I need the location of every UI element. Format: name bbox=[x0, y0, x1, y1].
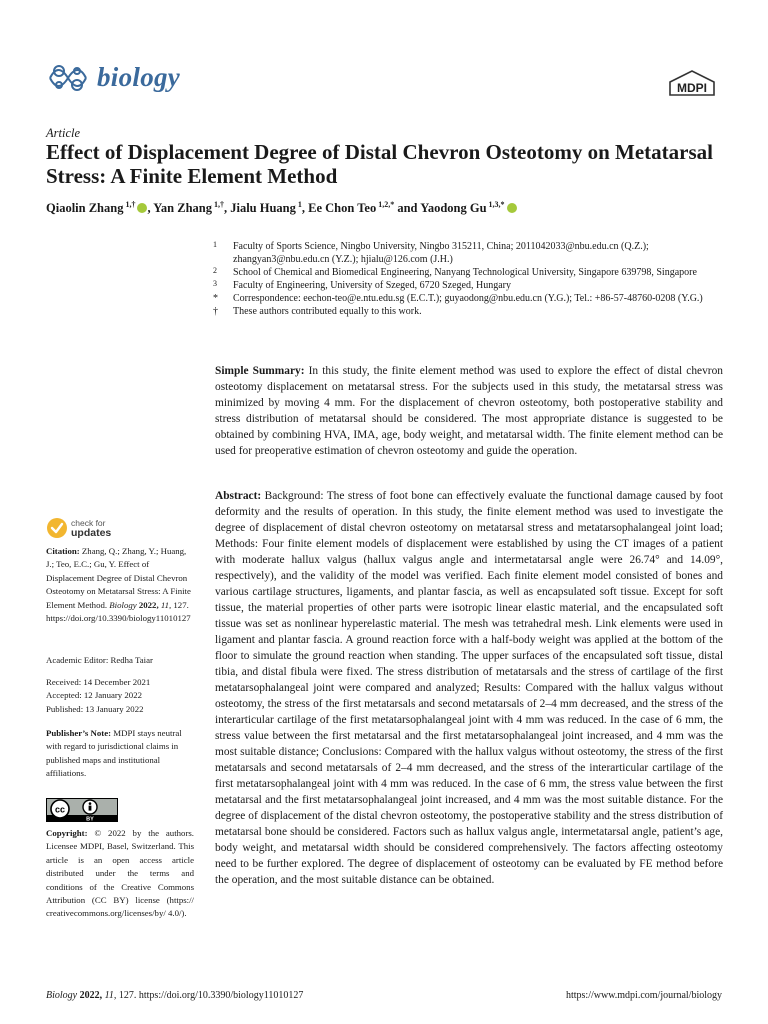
copyright-block bbox=[46, 827, 194, 921]
mdpi-logo-text: MDPI bbox=[677, 81, 707, 95]
affiliation-item bbox=[213, 305, 733, 318]
citation-volume: 11, bbox=[160, 599, 172, 610]
publisher-note-text: MDPI stays neutral with regard to jurisdictional claims in published maps and institutional affiliations. bbox=[46, 728, 182, 779]
publisher-note-label: Publisher’s Note: bbox=[46, 728, 112, 738]
simple-summary bbox=[215, 363, 723, 459]
affiliation-item bbox=[213, 240, 733, 266]
published-date: Published: 13 January 2022 bbox=[46, 703, 144, 714]
author-affiliation-mark: 1 bbox=[297, 200, 302, 209]
author-affiliation-mark: 1,† bbox=[125, 200, 136, 209]
affiliation-text: School of Chemical and Biomedical Engineering, Nanyang Technological University, Singapore 639798, Singapore bbox=[233, 267, 697, 278]
citation-label: Citation: bbox=[46, 546, 80, 556]
check-updates-icon[interactable] bbox=[46, 517, 68, 539]
journal-name: biology bbox=[97, 62, 181, 92]
author-list: Qiaolin Zhang $^{1,\dagger}$ , Yan Zhang $^{1,\dagger}$, Jialu Huang $^1$, Ee Chon Teo $^{1,2,*}$ and Yaodong Gu $^{1,3,*}$ bbox=[46, 200, 726, 216]
author-name: Yan Zhang bbox=[153, 201, 212, 216]
footer-journal: Biology bbox=[46, 990, 78, 1001]
affiliation-mark: 1 bbox=[213, 240, 217, 249]
affiliation-mark: * bbox=[213, 293, 218, 304]
author-name: Ee Chon Teo bbox=[308, 201, 377, 216]
affiliation-text: Faculty of Sports Science, Ningbo University, Ningbo 315211, China; 2011042033@nbu.edu.cn (Q.Z.); zhangyan3@nbu.edu.cn (Y.Z.); hjialu@126.com (J.H.) bbox=[233, 241, 649, 265]
footer-citation bbox=[46, 990, 303, 1001]
accepted-date: Accepted: 12 January 2022 bbox=[46, 690, 143, 701]
received-date: Received: 14 December 2021 bbox=[46, 677, 151, 687]
affiliation-mark: † bbox=[213, 306, 218, 317]
copyright-label: Copyright: bbox=[46, 828, 88, 838]
by-icon: BY bbox=[86, 816, 94, 822]
affiliation-mark: 3 bbox=[213, 279, 217, 288]
affiliation-item bbox=[213, 292, 733, 305]
abstract bbox=[215, 488, 723, 888]
publication-dates bbox=[46, 676, 194, 716]
affiliation-text: Correspondence: eechon-teo@e.ntu.edu.sg (E.C.T.); guyaodong@nbu.edu.cn (Y.G.); Tel.: +86-57-48760-0208 (Y.G.) bbox=[233, 293, 703, 304]
cc-icon: cc bbox=[54, 804, 66, 815]
footer-year: 2022, bbox=[79, 990, 103, 1001]
abstract-text: Background: The stress of foot bone can effectively evaluate the functional damage caused by foot deformity and the results of operation. In this study, the finite element method was used to investigate the degree of displacement of distal chevron osteotomy on metatarsal stress and metatarsophalangeal joint load; Methods: Four finite element models of displacement were established by using the CT images of a patient with moderate hallux valgus (hallux valgus angle and intermetatarsal angle were 26.74° and 14.09°, respectively), and the validity of the model was verified. Each finite element model consisted of bones and various cartilage structures, ligaments, and plantar fascia, as well as encapsulated soft tissue. Except for soft tissue, the material properties of other parts were isotropic linear elastic material, and the encapsulated soft tissue was set as nonlinear hyperelastic material. The mesh was tetrahedral mesh. Link elements were used in ligament and plantar fascia. A ground reaction force with a half-body weight was applied at the bottom of the floor to simulate the ground reaction when standing. The upper surfaces of the encapsulated soft tissue, distal tibia, and distal fibula were fixed. The stress distribution of metatarsals and the stress of cartilage of the first metatarsophalangeal joint were compared and analyzed; Results: Compared with the hallux valgus without osteotomy, the stress of the first metatarsals and second metatarsals of 2–4 mm decreased, and the stress of the interarticular cartilage of the first metatarsophalangeal joint with 4 mm was reduced. In the case of 6 mm, the stress value between the first metatarsal and the first metatarsophalangeal joint increased, and 4 mm was the most suitable distance; Conclusions: Compared with the hallux valgus without osteotomy, the stress of the first metatarsals and second metatarsals of 2–4 mm decreased, and the stress of the interarticular cartilage of the first metatarsophalangeal joint with 4 mm was reduced. In the case of 6 mm, the stress value between the first metatarsal and the first metatarsophalangeal joint increased, and 4 mm was the most suitable distance. For the degree of displacement of the distal chevron osteotomy, the postoperative stability and the stress distribution of metatarsal bone should be considered. Factors such as hallux valgus angle, intermetatarsal angle, patient’s age, body weight, and metatarsal width should be considered comprehensively. The factors affecting osteotomy need to be further explored. The degree of displacement of osteotomy can be evaluated by FE method before the operation, and the most suitable distance can be obtained. bbox=[215, 490, 723, 886]
copyright-text: © 2022 by the authors. Licensee MDPI, Basel, Switzerland. This article is an open access article distributed under the terms and conditions of the Creative Commons Attribution (CC BY) license (https:// creativecommons.org/licenses/by/ 4.0/). bbox=[46, 828, 194, 919]
citation-block bbox=[46, 545, 194, 625]
affiliation-item bbox=[213, 279, 733, 292]
cc-by-license-badge[interactable] bbox=[46, 798, 118, 822]
journal-logo-icon bbox=[46, 58, 90, 98]
footer-journal-url[interactable]: https://www.mdpi.com/journal/biology bbox=[565, 990, 722, 1001]
orcid-icon[interactable] bbox=[507, 203, 517, 213]
author-affiliation-mark: 1,† bbox=[213, 200, 224, 209]
affiliation-mark: 2 bbox=[213, 266, 217, 275]
article-type: Article bbox=[46, 126, 81, 140]
citation-journal: Biology bbox=[109, 599, 137, 610]
citation-text: Zhang, Q.; Zhang, Y.; Huang, J.; Teo, E.C.; Gu, Y. Effect of Displacement Degree of Distal Chevron Osteotomy on Metatarsal Stress: A Finite Element Method. bbox=[46, 546, 191, 610]
author-affiliation-mark: 1,2,* bbox=[378, 200, 395, 209]
academic-editor: Academic Editor: Redha Taiar bbox=[46, 655, 153, 665]
abstract-label: Abstract: bbox=[215, 490, 262, 502]
affiliation-text: These authors contributed equally to this work. bbox=[233, 306, 422, 317]
publisher-note bbox=[46, 727, 194, 781]
affiliations bbox=[213, 240, 733, 318]
author-name: Yaodong Gu bbox=[420, 201, 487, 216]
author-name: Jialu Huang bbox=[230, 201, 296, 216]
footer-volume: 11, bbox=[104, 990, 117, 1001]
citation-year: 2022, bbox=[138, 599, 159, 610]
author-affiliation-mark: 1,3,* bbox=[488, 200, 505, 209]
affiliation-text: Faculty of Engineering, University of Szeged, 6720 Szeged, Hungary bbox=[233, 280, 511, 291]
simple-summary-text: In this study, the finite element method was used to explore the effect of distal chevron osteotomy displacement on metatarsal stress. For the subjects used in this study, the metatarsal stress was minimized by moving 4 mm. For the displacement of chevron osteotomy, both postoperative stability and stress distribution of metatarsal should be considered. The most appropriate distance is suggested to be obtained by combining HVA, IMA, age, body weight, and metatarsal width. The finite element method can be used for preoperative estimation of chevron osteotomy and guide the operation. bbox=[215, 365, 723, 457]
article-title: Effect of Displacement Degree of Distal Chevron Osteotomy on Metatarsal Stress: A Finite Element Method bbox=[46, 140, 713, 188]
check-updates-line2: updates bbox=[71, 527, 112, 539]
orcid-icon[interactable] bbox=[137, 203, 147, 213]
citation-doi-link[interactable]: 127. https://doi.org/10.3390/biology11010127 bbox=[46, 599, 191, 624]
affiliation-item bbox=[213, 266, 733, 279]
simple-summary-label: Simple Summary: bbox=[215, 365, 305, 377]
mdpi-logo bbox=[666, 68, 718, 98]
check-updates-line1: check for bbox=[71, 518, 106, 528]
author-name: Qiaolin Zhang bbox=[46, 201, 124, 216]
check-updates-button[interactable] bbox=[71, 518, 111, 538]
footer-doi-link[interactable]: 127. https://doi.org/10.3390/biology11010127 bbox=[118, 990, 304, 1001]
